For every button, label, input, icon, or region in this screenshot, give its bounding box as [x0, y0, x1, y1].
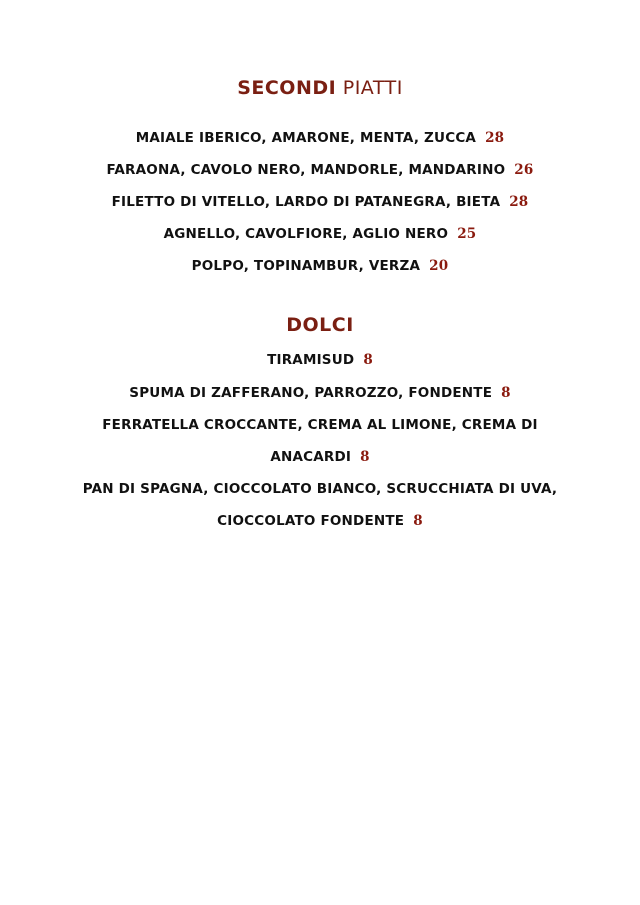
menu-item-price: 25: [457, 226, 477, 242]
menu-item-name: CIOCCOLATO FONDENTE: [217, 513, 405, 529]
menu-item-price: 28: [485, 130, 505, 146]
menu-item-price: 28: [509, 194, 529, 210]
menu-item-line-2: [0, 449, 640, 465]
menu-item: [0, 385, 640, 401]
menu-item: [0, 194, 640, 210]
menu-item-name: FARAONA, CAVOLO NERO, MANDORLE, MANDARINO: [106, 162, 506, 178]
menu-item-name: FERRATELLA CROCCANTE, CREMA AL LIMONE, CREMA DI: [102, 417, 538, 433]
menu-item: [0, 130, 640, 146]
menu-item-name: MAIALE IBERICO, AMARONE, MENTA, ZUCCA: [135, 130, 477, 146]
menu-item-line-1: [0, 417, 640, 433]
section-title-dolci: DOLCI: [286, 314, 354, 336]
menu-item-price: 8: [501, 385, 511, 401]
menu-item-price: 8: [363, 352, 373, 368]
menu-item-name: AGNELLO, CAVOLFIORE, AGLIO NERO: [163, 226, 449, 242]
menu-item: [0, 226, 640, 242]
menu-item: [0, 162, 640, 178]
menu-item-price: 8: [360, 449, 370, 465]
menu-item-price: 8: [413, 513, 423, 529]
menu-item-price: 20: [429, 258, 449, 274]
menu-item-line-2: [0, 513, 640, 529]
menu-item-name: PAN DI SPAGNA, CIOCCOLATO BIANCO, SCRUCCHIATA DI UVA,: [82, 481, 558, 497]
menu-item-name: ANACARDI: [270, 449, 352, 465]
menu-item: [0, 258, 640, 274]
section-title-secondi-piatti: [0, 77, 640, 99]
section-title-secondi-bold: SECONDI: [237, 77, 337, 99]
menu-item-name: TIRAMISUD: [267, 352, 355, 368]
menu-item-name: POLPO, TOPINAMBUR, VERZA: [191, 258, 421, 274]
menu-item-line-1: [0, 481, 640, 497]
menu-item-name: SPUMA DI ZAFFERANO, PARROZZO, FONDENTE: [129, 385, 493, 401]
menu-item-price: 26: [514, 162, 534, 178]
section-title-piatti-light: PIATTI: [336, 77, 403, 99]
menu-item: [0, 352, 640, 368]
menu-item-name: FILETTO DI VITELLO, LARDO DI PATANEGRA, BIETA: [111, 194, 501, 210]
